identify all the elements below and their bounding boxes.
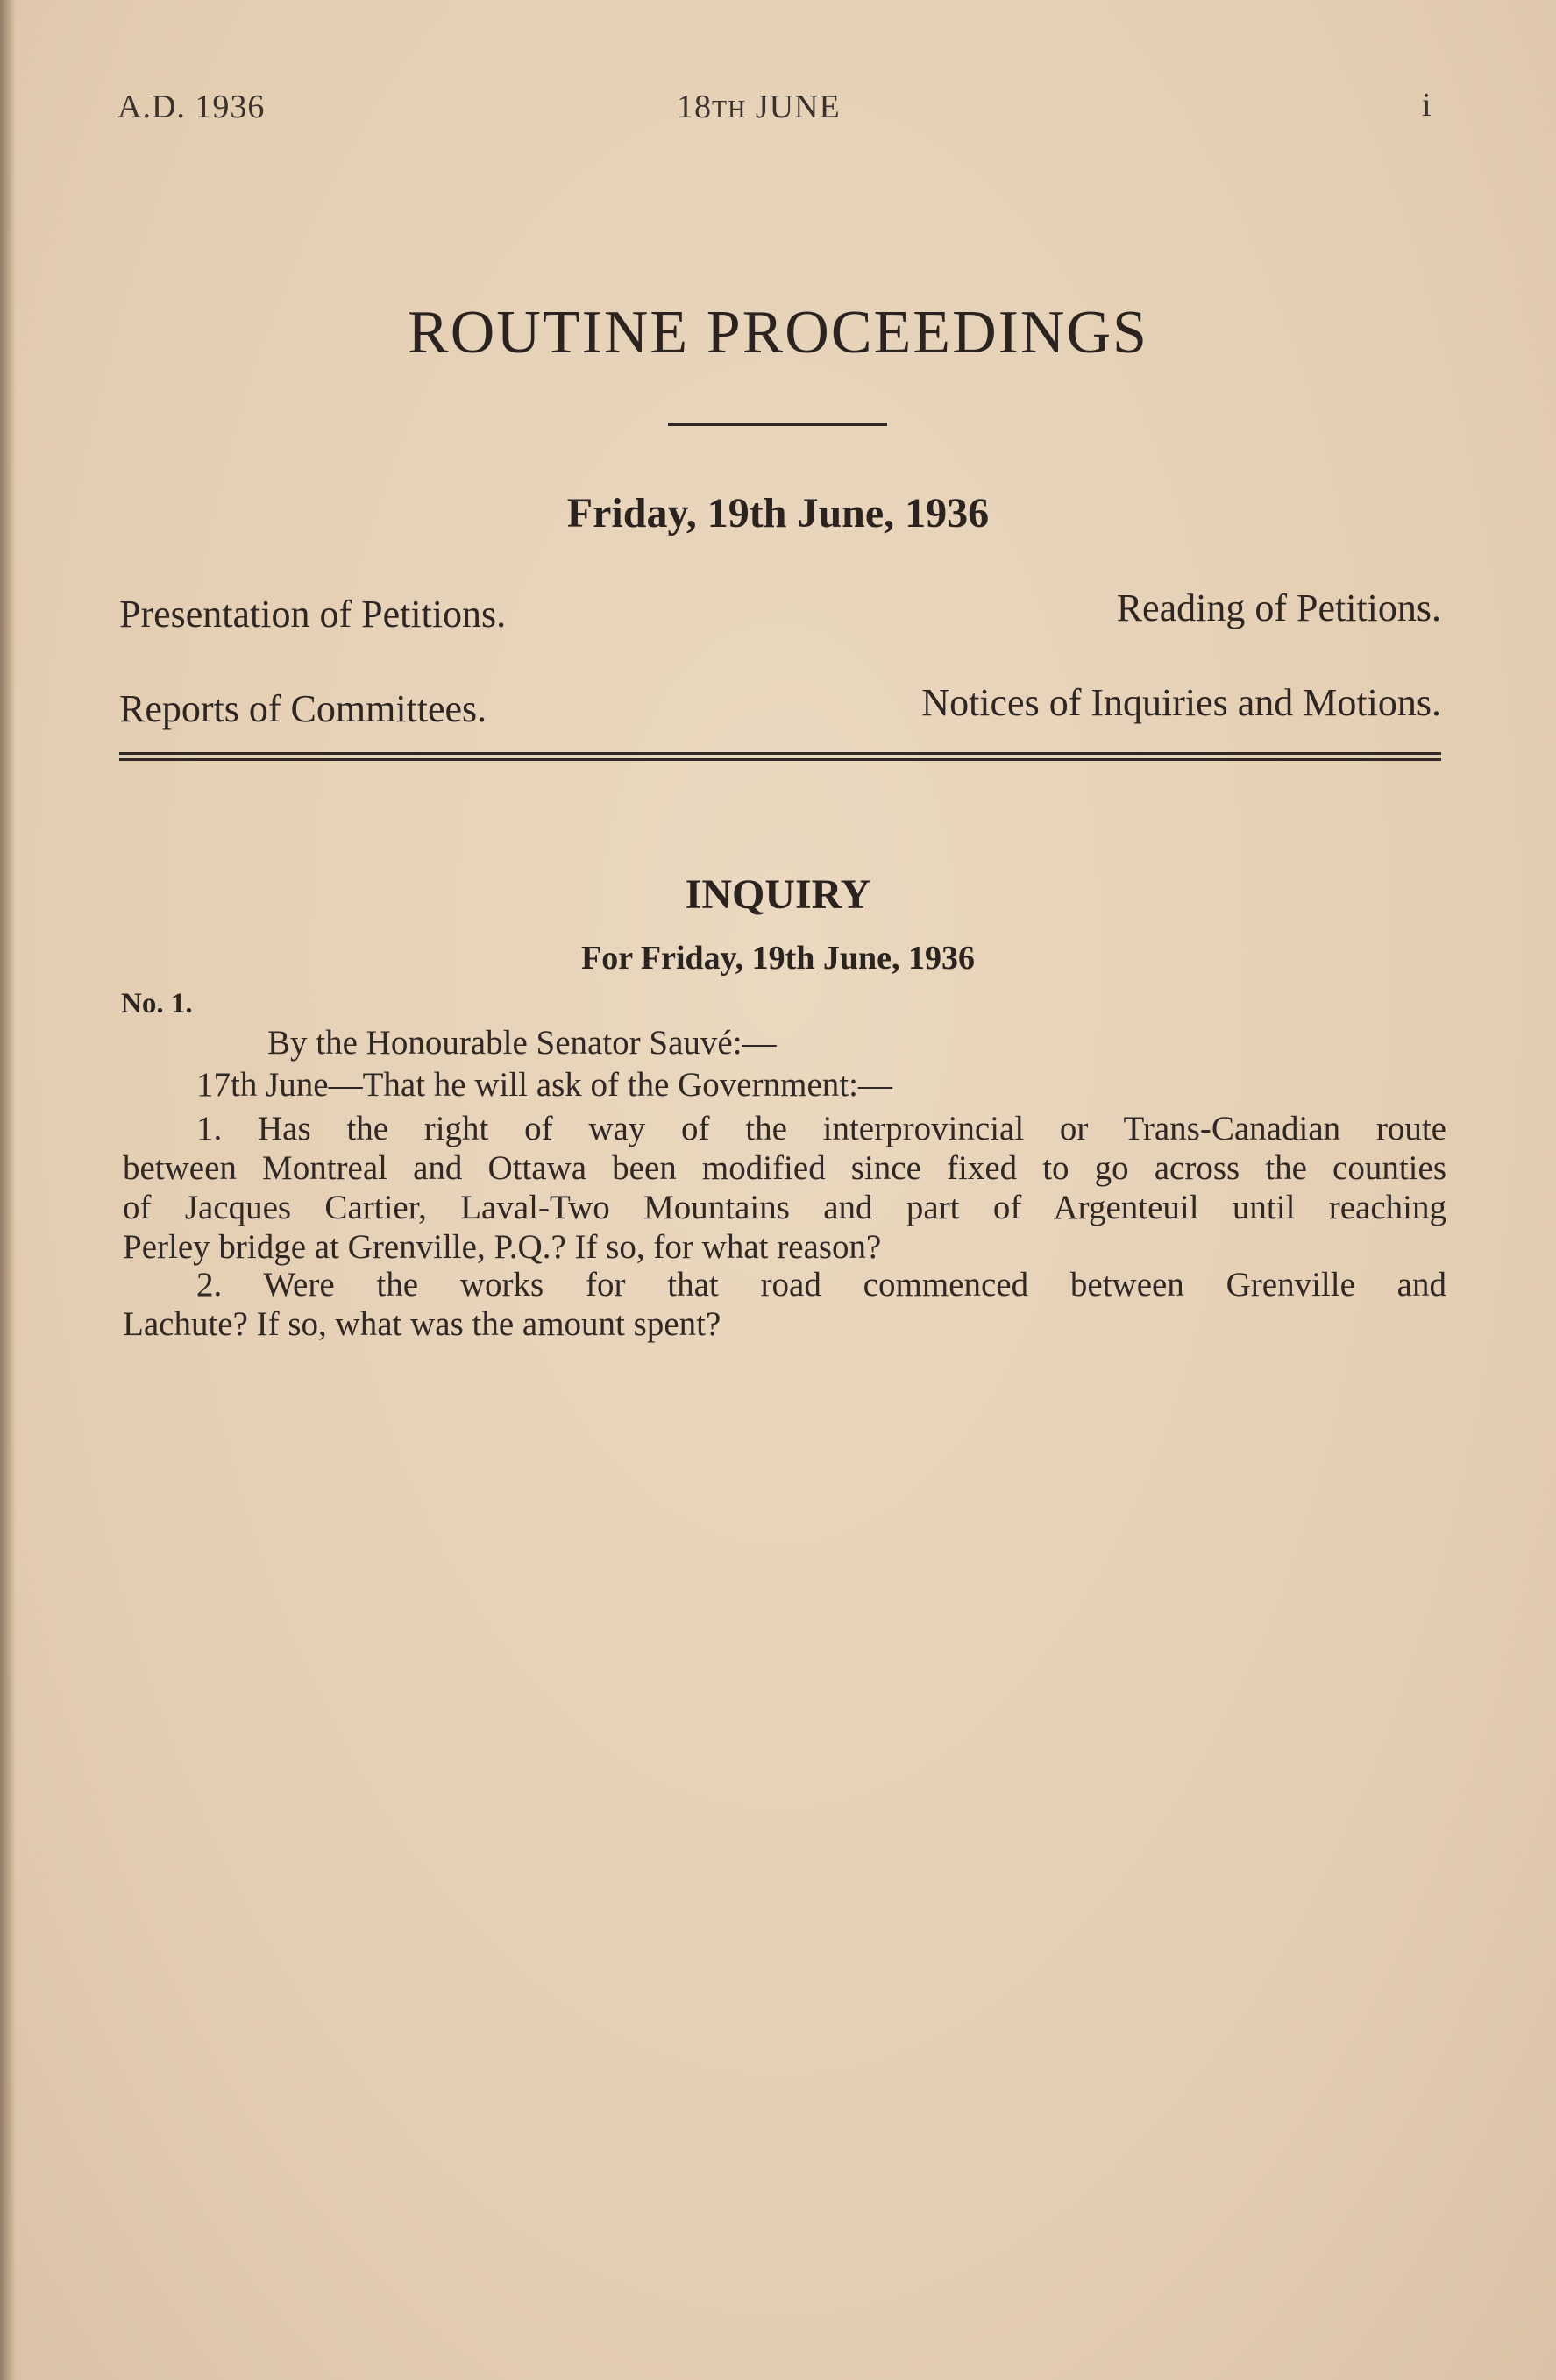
running-head-date — [677, 88, 841, 126]
routine-item-notices-of-inquiries-and-motions: Notices of Inquiries and Motions. — [921, 681, 1441, 724]
inquiry-heading: INQUIRY — [685, 871, 871, 918]
running-head-day-suffix: TH — [712, 96, 747, 124]
inquiry-text-line: 2. Were the works for that road commenced between Grenville and — [196, 1266, 1446, 1304]
inquiry-text-line: 1. Has the right of way of the interprovincial or Trans-Canadian route — [196, 1110, 1446, 1147]
inquiry-text-line: between Montreal and Ottawa been modified since fixed to go across the counties — [123, 1149, 1446, 1187]
inquiry-intro: 17th June—That he will ask of the Government:— — [196, 1066, 892, 1104]
inquiry-number: No. 1. — [121, 988, 193, 1019]
inquiry-subheading: For Friday, 19th June, 1936 — [581, 940, 975, 977]
routine-item-reports-of-committees: Reports of Committees. — [119, 687, 487, 730]
inquiry-text-line: of Jacques Cartier, Laval-Two Mountains and part of Argenteuil until reaching — [123, 1189, 1446, 1226]
title-rule — [668, 423, 887, 426]
page-number: i — [1422, 87, 1432, 124]
inquiry-text-line: Lachute? If so, what was the amount spent? — [123, 1305, 721, 1343]
routine-item-reading-of-petitions: Reading of Petitions. — [1116, 586, 1441, 629]
routine-item-presentation-of-petitions: Presentation of Petitions. — [119, 593, 507, 636]
running-head-month: JUNE — [755, 89, 841, 125]
inquiry-mover: By the Honourable Senator Sauvé:— — [267, 1024, 777, 1062]
inquiry-text-line: Perley bridge at Grenville, P.Q.? If so, for what reason? — [123, 1228, 882, 1266]
running-head-year: A.D. 1936 — [117, 89, 266, 125]
sitting-date: Friday, 19th June, 1936 — [566, 490, 990, 536]
page-title: ROUTINE PROCEEDINGS — [408, 299, 1148, 366]
running-head-day: 18 — [677, 89, 712, 125]
section-double-rule — [119, 752, 1441, 762]
